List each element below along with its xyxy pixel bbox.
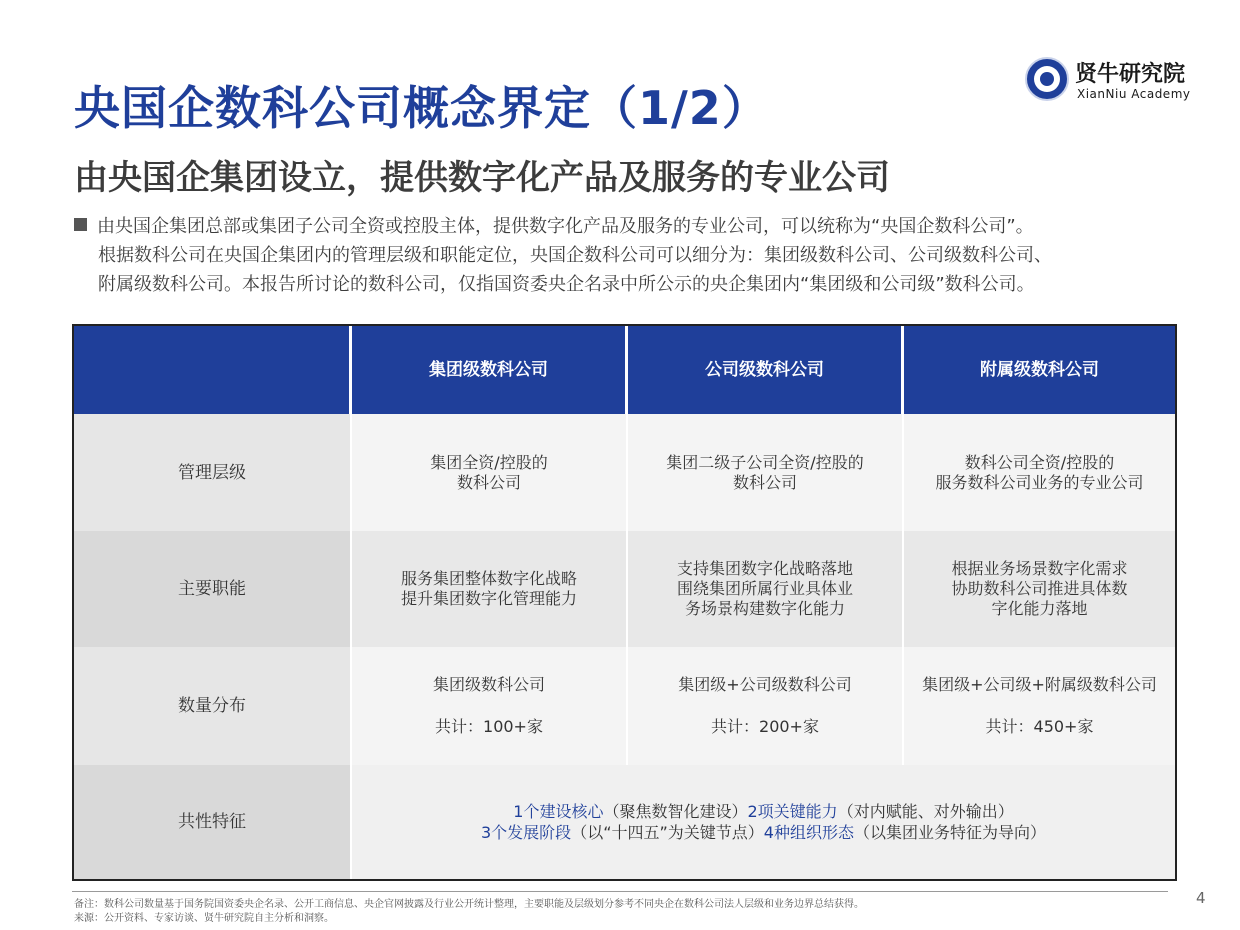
row-label-traits: 共性特征 <box>74 765 350 879</box>
row-label-functions: 主要职能 <box>74 531 350 647</box>
table-cell: 集团二级子公司全资/控股的 数科公司 <box>626 414 902 531</box>
table-cell: 服务集团整体数字化战略 提升集团数字化管理能力 <box>350 531 626 647</box>
row-label-distribution: 数量分布 <box>74 647 350 765</box>
footnote <box>74 898 864 926</box>
table-cell: 集团级+公司级+附属级数科公司 共计：450+家 <box>902 647 1175 765</box>
column-header-group-level: 集团级数科公司 <box>350 326 625 414</box>
footnote-source: 来源：公开资料、专家访谈、贤牛研究院自主分析和洞察。 <box>74 913 334 924</box>
intro-paragraph <box>74 212 1194 299</box>
table-cell: 集团级+公司级数科公司 共计：200+家 <box>626 647 902 765</box>
table-header-corner <box>74 326 349 414</box>
brand-logo <box>1025 57 1205 103</box>
table-cell: 集团全资/控股的 数科公司 <box>350 414 626 531</box>
intro-line-1: 由央国企集团总部或集团子公司全资或控股主体，提供数字化产品及服务的专业公司，可以统称为“央国企数科公司”。 <box>97 216 1034 237</box>
page-subtitle: 由央国企集团设立，提供数字化产品及服务的专业公司 <box>74 158 890 198</box>
column-header-company-level: 公司级数科公司 <box>626 326 901 414</box>
table-cell: 集团级数科公司 共计：100+家 <box>350 647 626 765</box>
logo-name-en: XianNiu Academy <box>1077 87 1191 101</box>
column-header-affiliate-level: 附属级数科公司 <box>902 326 1175 414</box>
intro-line-3: 附属级数科公司。本报告所讨论的数科公司，仅指国资委央企名录中所公示的央企集团内“集团级和公司级”数科公司。 <box>98 274 1035 295</box>
logo-name-cn: 贤牛研究院 <box>1075 62 1186 87</box>
footer-divider <box>72 891 1168 892</box>
table-cell: 数科公司全资/控股的 服务数科公司业务的专业公司 <box>902 414 1175 531</box>
intro-line-2: 根据数科公司在央国企集团内的管理层级和职能定位，央国企数科公司可以细分为：集团级数科公司、公司级数科公司、 <box>98 245 1052 266</box>
page-title: 央国企数科公司概念界定（1/2） <box>74 81 769 135</box>
comparison-table <box>72 324 1177 881</box>
footnote-remark: 备注：数科公司数量基于国务院国资委央企名录、公开工商信息、央企官网披露及行业公开统计整理，主要职能及层级划分参考不同央企在数科公司法人层级和业务边界总结获得。 <box>74 899 864 910</box>
academy-emblem-icon <box>1025 57 1069 101</box>
table-cell: 根据业务场景数字化需求 协助数科公司推进具体数 字化能力落地 <box>902 531 1175 647</box>
row-label-management: 管理层级 <box>74 414 350 531</box>
page-number: 4 <box>1196 889 1206 907</box>
traits-cell: 1个建设核心（聚焦数智化建设）2项关键能力（对内赋能、对外输出） 3个发展阶段（以“十四五”为关键节点）4种组织形态（以集团业务特征为导向） <box>350 765 1175 879</box>
table-cell: 支持集团数字化战略落地 围绕集团所属行业具体业 务场景构建数字化能力 <box>626 531 902 647</box>
square-bullet-icon <box>74 218 87 231</box>
